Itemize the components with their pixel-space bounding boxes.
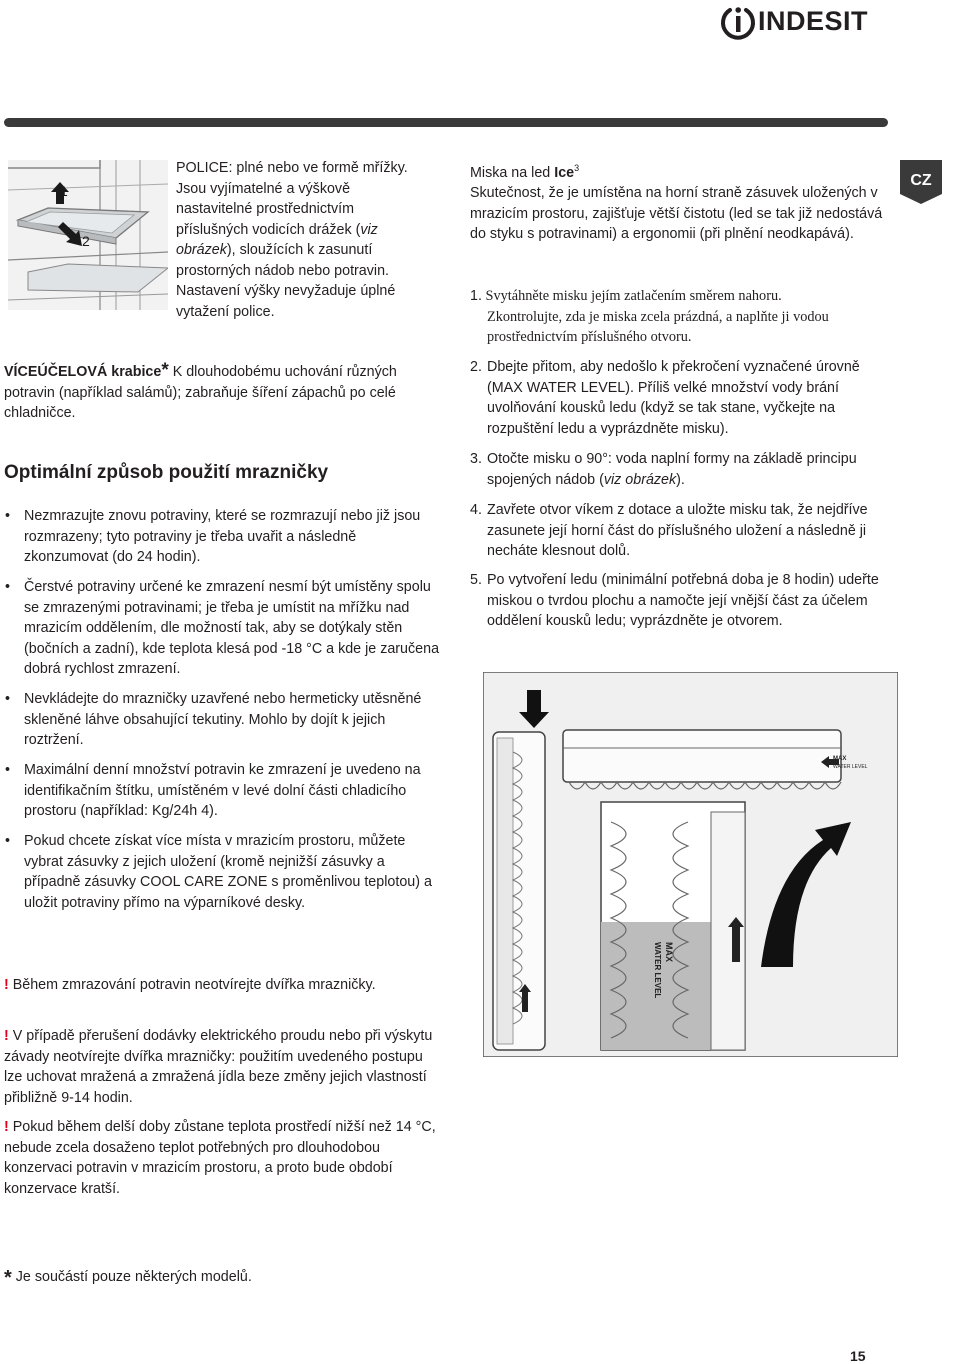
ice-tray-illustration-icon bbox=[483, 672, 898, 1057]
footnote bbox=[4, 1267, 252, 1290]
ice-tray-title: Miska na led Ice$^3$ bbox=[470, 163, 580, 181]
list-item: • Čerstvé potraviny určené ke zmrazení nesmí být umístěny spolu se zmrazenými potravinami; je třeba je umístit na mřížku nad mrazicím oddělením, dle možností tak, aby se dotýkaly stěn (bočních a zadní), kde teplota klesá pod -18 °C a kde je zaručena dobrá rychlost zmrazení. bbox=[5, 579, 440, 677]
multipurpose-box-text: K dlouhodobému uchování různých potravin (například salámů); zabraňuje šíření zápachů po celé chladničce. bbox=[4, 364, 397, 421]
freezer-section-heading: Optimální způsob použití mrazničky bbox=[4, 462, 329, 483]
tray-water-level-label: WATER LEVEL bbox=[833, 764, 868, 770]
multipurpose-box-term: VÍCEÚČELOVÁ krabice bbox=[4, 364, 162, 380]
brand-name: INDESIT bbox=[758, 6, 869, 36]
ice-step-1-line2: Zkontrolujte, zda je miska zcela prázdná, a naplňte ji vodou prostřednictvím příslušného otvoru. bbox=[487, 308, 829, 345]
ice-step-1-line1: 1. Svytáhněte misku jejím zatlačením směrem nahoru. bbox=[470, 288, 782, 304]
police-text: : plné nebo ve formě mřížky. Jsou vyjímatelné a výškově nastavitelné prostřednictvím příslušných vodicích drážek ( bbox=[176, 160, 408, 238]
ice-step-4: 4. Zavřete otvor víkem z dotace a uložte misku tak, že nejdříve zasunete její horní část do příslušného uložení a následně ji necháte klesnout dolů. bbox=[470, 502, 868, 559]
bullet-icon: • bbox=[5, 691, 11, 707]
warning-mark-icon: ! bbox=[4, 1028, 9, 1044]
freezer-bullet-list bbox=[4, 506, 444, 923]
big-tray-max-label: MAX bbox=[664, 942, 674, 962]
warning-paragraph: ! Během zmrazování potravin neotvírejte dvířka mrazničky. bbox=[4, 977, 376, 993]
warning-mark-icon: ! bbox=[4, 977, 9, 993]
list-item: • Maximální denní množství potravin ke zmrazení je uvedeno na identifikačním štítku, umístěném v levé dolní části chladicího prostoru (například: Kg/24h 4). bbox=[5, 762, 421, 819]
language-code: CZ bbox=[910, 172, 932, 189]
police-text-end: ), sloužících k zasunutí prostorných nádob nebo potravin. Nastavení výšky nevyžaduje úplné vytažení police. bbox=[176, 242, 396, 320]
ice-term: Ice bbox=[554, 164, 575, 181]
footnote-star: * bbox=[4, 1267, 12, 1289]
multipurpose-box-star: * bbox=[161, 360, 169, 381]
police-paragraph bbox=[176, 158, 426, 322]
bullet-icon: • bbox=[5, 579, 11, 595]
bullet-icon: • bbox=[5, 762, 11, 778]
shelf-figure bbox=[8, 160, 168, 310]
list-item: • Nevkládejte do mrazničky uzavřené nebo hermeticky utěsněné skleněné láhve obsahující tekutiny. Mohlo by dojít k jejich roztržení. bbox=[5, 691, 422, 748]
footnote-text: Je součástí pouze některých modelů. bbox=[11, 1269, 252, 1285]
page-number: 15 bbox=[850, 1348, 866, 1364]
tray-max-label: MAX bbox=[833, 756, 847, 762]
header-rule bbox=[4, 118, 888, 127]
ice-step-1 bbox=[470, 286, 890, 348]
ice-tray-intro bbox=[470, 158, 890, 245]
big-tray-water-level-label: WATER LEVEL bbox=[653, 942, 662, 999]
ice-step-2: 2. Dbejte přitom, aby nedošlo k překročení vyznačené úrovně (MAX WATER LEVEL). Příliš velké množství vody brání uvolňování kousků ledu (když se tak stane, vyčkejte na rozpuštění ledu a vyprázdněte misku). bbox=[470, 359, 860, 437]
police-term: POLICE bbox=[176, 160, 229, 176]
ice-sup: 3 bbox=[574, 163, 580, 173]
police-ref: viz obrázek bbox=[176, 221, 378, 258]
step-number: 2. bbox=[470, 359, 482, 375]
step-number: 5. bbox=[470, 572, 482, 588]
warning-paragraph: ! Pokud během delší doby zůstane teplota prostředí nižší než 14 °C, nebude zcela dosaženo teplot potřebných pro dlouhodobou konzervaci potravin v mrazicím prostoru, a proto bude období konzervace kratší. bbox=[4, 1119, 436, 1197]
indesit-logo bbox=[718, 0, 893, 42]
ice-tray-description: Skutečnost, že je umístěna na horní straně zásuvek uložených v mrazicím prostoru, zajišťuje větší čistotu (led se tak již nedostává do styku s potravinami) a ergonomii (při plnění neodkapává). bbox=[470, 185, 883, 243]
language-badge bbox=[900, 160, 942, 204]
shelf-label-2: 2 bbox=[82, 233, 90, 249]
warning-mark-icon: ! bbox=[4, 1119, 9, 1135]
warning-paragraph: ! V případě přerušení dodávky elektrického proudu nebo při výskytu závady neotvírejte dvířka mrazničky: použitím uvedeného postupu lze uchovat mražená a zmražená jídla beze změny jejich vlastností přibližně 9-14 hodin. bbox=[4, 1028, 433, 1106]
shelf-illustration-icon bbox=[8, 160, 168, 310]
indesit-logo-mark-icon bbox=[718, 0, 758, 42]
multipurpose-box-paragraph bbox=[4, 361, 444, 424]
shelf-label-1: 1 bbox=[60, 183, 68, 199]
list-item: • Pokud chcete získat více místa v mrazicím prostoru, můžete vybrat zásuvky z jejich uložení (kromě nejnižší zásuvky a případně zásuvky COOL CARE ZONE s proměnlivou teplotou) a uložit potraviny přímo na výparníkové desky. bbox=[5, 833, 432, 911]
ice-step-5: 5. Po vytvoření ledu (minimální potřebná doba je 8 hodin) udeřte miskou o tvrdou plochu a namočte její vnější část za účelem oddělení kousků ledu; vyprázdněte je otvorem. bbox=[470, 572, 879, 629]
ice-step-3: 3. Otočte misku o 90°: voda naplní formy na základě principu spojených nádob (viz obrázek). bbox=[470, 451, 857, 488]
step-number: 3. bbox=[470, 451, 482, 467]
step-number: 4. bbox=[470, 502, 482, 518]
ice-tray-figure bbox=[483, 672, 898, 1057]
bullet-icon: • bbox=[5, 833, 11, 849]
bullet-icon: • bbox=[5, 508, 11, 524]
list-item: • Nezmrazujte znovu potraviny, které se rozmrazují nebo již jsou rozmrazeny; tyto potraviny je třeba uvařit a následně zkonzumovat (do 24 hodin). bbox=[5, 508, 421, 565]
